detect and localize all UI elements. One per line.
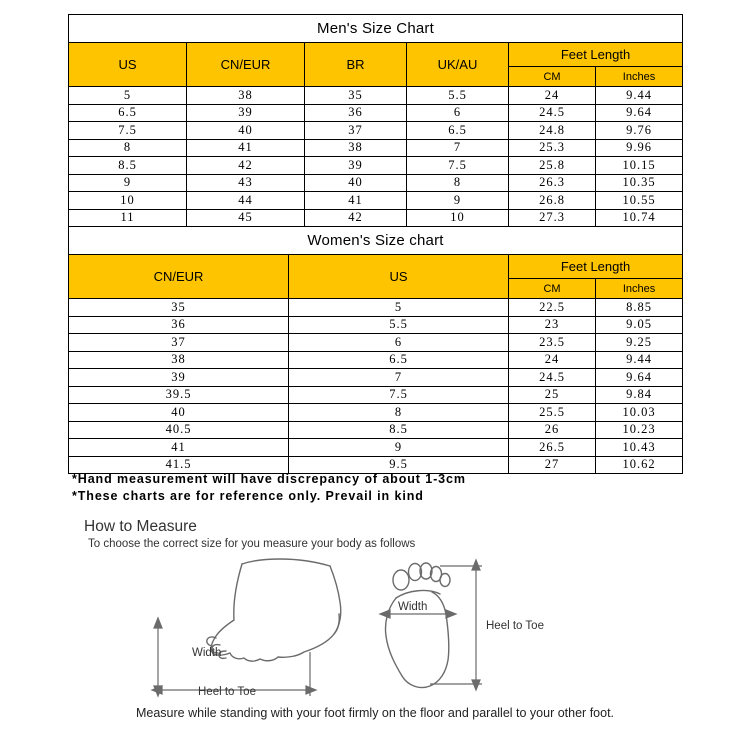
- side-width-label: Width: [192, 647, 222, 659]
- cell: 35: [305, 87, 407, 105]
- cell: 42: [187, 157, 305, 175]
- side-heel-to-toe-label: Heel to Toe: [198, 686, 256, 698]
- table-row: [69, 104, 683, 122]
- mens-chart-title-row: [69, 15, 683, 43]
- cell: 10.62: [596, 456, 683, 474]
- mens-header-cneur: CN/EUR: [187, 43, 305, 87]
- cell: 8.5: [69, 157, 187, 175]
- cell: 44: [187, 192, 305, 210]
- cell: 10.55: [596, 192, 683, 210]
- table-row: [69, 404, 683, 422]
- cell: 7: [289, 369, 509, 387]
- cell: 40.5: [69, 421, 289, 439]
- mens-subheader-cm: CM: [509, 67, 596, 87]
- cell: 27.3: [509, 209, 596, 227]
- table-row: [69, 351, 683, 369]
- cell: 45: [187, 209, 305, 227]
- cell: 22.5: [509, 299, 596, 317]
- cell: 10.15: [596, 157, 683, 175]
- cell: 36: [69, 316, 289, 334]
- cell: 9.64: [596, 369, 683, 387]
- cell: 37: [305, 122, 407, 140]
- womens-chart-title: Women's Size chart: [69, 227, 683, 255]
- cell: 5.5: [289, 316, 509, 334]
- table-row: [69, 439, 683, 457]
- mens-size-chart-table: [68, 14, 683, 227]
- table-row: [69, 421, 683, 439]
- table-row: [69, 174, 683, 192]
- cell: 8.85: [596, 299, 683, 317]
- cell: 39: [69, 369, 289, 387]
- note-line-2: *These charts are for reference only. Prevail in kind: [72, 489, 424, 503]
- cell: 5: [289, 299, 509, 317]
- cell: 8: [69, 139, 187, 157]
- cell: 42: [305, 209, 407, 227]
- cell: 37: [69, 334, 289, 352]
- womens-size-chart-table: [68, 226, 683, 474]
- cell: 9.96: [596, 139, 683, 157]
- cell: 41: [69, 439, 289, 457]
- table-row: [69, 157, 683, 175]
- cell: 7.5: [69, 122, 187, 140]
- cell: 40: [69, 404, 289, 422]
- cell: 24: [509, 351, 596, 369]
- cell: 9: [289, 439, 509, 457]
- cell: 9.25: [596, 334, 683, 352]
- mens-header-ukau: UK/AU: [407, 43, 509, 87]
- cell: 8: [289, 404, 509, 422]
- cell: 40: [187, 122, 305, 140]
- cell: 41.5: [69, 456, 289, 474]
- cell: 6: [289, 334, 509, 352]
- table-row: [69, 139, 683, 157]
- cell: 9.5: [289, 456, 509, 474]
- cell: 10.23: [596, 421, 683, 439]
- mens-subheader-inches: Inches: [596, 67, 683, 87]
- cell: 10: [69, 192, 187, 210]
- womens-subheader-cm: CM: [509, 279, 596, 299]
- cell: 10.35: [596, 174, 683, 192]
- table-row: [69, 122, 683, 140]
- cell: 9.44: [596, 87, 683, 105]
- cell: 26.8: [509, 192, 596, 210]
- table-row: [69, 369, 683, 387]
- cell: 6.5: [407, 122, 509, 140]
- cell: 24: [509, 87, 596, 105]
- measure-footer-note: Measure while standing with your foot firmly on the floor and parallel to your other foot.: [135, 706, 615, 720]
- womens-header-row: [69, 255, 683, 279]
- cell: 10.03: [596, 404, 683, 422]
- cell: 6.5: [289, 351, 509, 369]
- cell: 9.05: [596, 316, 683, 334]
- mens-header-br: BR: [305, 43, 407, 87]
- cell: 38: [69, 351, 289, 369]
- cell: 26.5: [509, 439, 596, 457]
- table-row: [69, 334, 683, 352]
- note-line-1: *Hand measurement will have discrepancy of about 1-3cm: [72, 472, 466, 486]
- top-width-label: Width: [398, 601, 428, 613]
- womens-chart-title-row: [69, 227, 683, 255]
- table-row: [69, 192, 683, 210]
- cell: 9: [69, 174, 187, 192]
- cell: 25: [509, 386, 596, 404]
- cell: 27: [509, 456, 596, 474]
- cell: 25.3: [509, 139, 596, 157]
- cell: 38: [305, 139, 407, 157]
- cell: 7.5: [289, 386, 509, 404]
- womens-header-us: US: [289, 255, 509, 299]
- how-to-measure-title: How to Measure: [84, 518, 197, 535]
- cell: 39.5: [69, 386, 289, 404]
- mens-header-feet-length: Feet Length: [509, 43, 683, 67]
- table-row: [69, 299, 683, 317]
- cell: 9: [407, 192, 509, 210]
- table-row: [69, 209, 683, 227]
- cell: 9.44: [596, 351, 683, 369]
- cell: 41: [305, 192, 407, 210]
- cell: 11: [69, 209, 187, 227]
- cell: 7.5: [407, 157, 509, 175]
- disclaimer-notes: [72, 471, 466, 505]
- cell: 10.74: [596, 209, 683, 227]
- mens-header-row: [69, 43, 683, 67]
- table-row: [69, 87, 683, 105]
- cell: 38: [187, 87, 305, 105]
- cell: 9.64: [596, 104, 683, 122]
- table-row: [69, 316, 683, 334]
- cell: 39: [187, 104, 305, 122]
- cell: 23: [509, 316, 596, 334]
- top-heel-to-toe-label: Heel to Toe: [486, 620, 544, 632]
- cell: 24.5: [509, 369, 596, 387]
- cell: 5.5: [407, 87, 509, 105]
- cell: 25.5: [509, 404, 596, 422]
- womens-header-cneur: CN/EUR: [69, 255, 289, 299]
- cell: 36: [305, 104, 407, 122]
- cell: 10: [407, 209, 509, 227]
- womens-subheader-inches: Inches: [596, 279, 683, 299]
- cell: 43: [187, 174, 305, 192]
- womens-header-feet-length: Feet Length: [509, 255, 683, 279]
- cell: 41: [187, 139, 305, 157]
- cell: 5: [69, 87, 187, 105]
- cell: 8: [407, 174, 509, 192]
- cell: 26: [509, 421, 596, 439]
- cell: 24.5: [509, 104, 596, 122]
- cell: 26.3: [509, 174, 596, 192]
- how-to-measure-subtitle: To choose the correct size for you measure your body as follows: [88, 538, 416, 550]
- cell: 9.84: [596, 386, 683, 404]
- cell: 9.76: [596, 122, 683, 140]
- table-row: [69, 386, 683, 404]
- mens-chart-title: Men's Size Chart: [69, 15, 683, 43]
- cell: 24.8: [509, 122, 596, 140]
- cell: 35: [69, 299, 289, 317]
- cell: 6.5: [69, 104, 187, 122]
- cell: 7: [407, 139, 509, 157]
- cell: 8.5: [289, 421, 509, 439]
- cell: 25.8: [509, 157, 596, 175]
- cell: 23.5: [509, 334, 596, 352]
- cell: 39: [305, 157, 407, 175]
- foot-measure-diagram: [120, 552, 640, 702]
- cell: 10.43: [596, 439, 683, 457]
- cell: 6: [407, 104, 509, 122]
- cell: 40: [305, 174, 407, 192]
- mens-header-us: US: [69, 43, 187, 87]
